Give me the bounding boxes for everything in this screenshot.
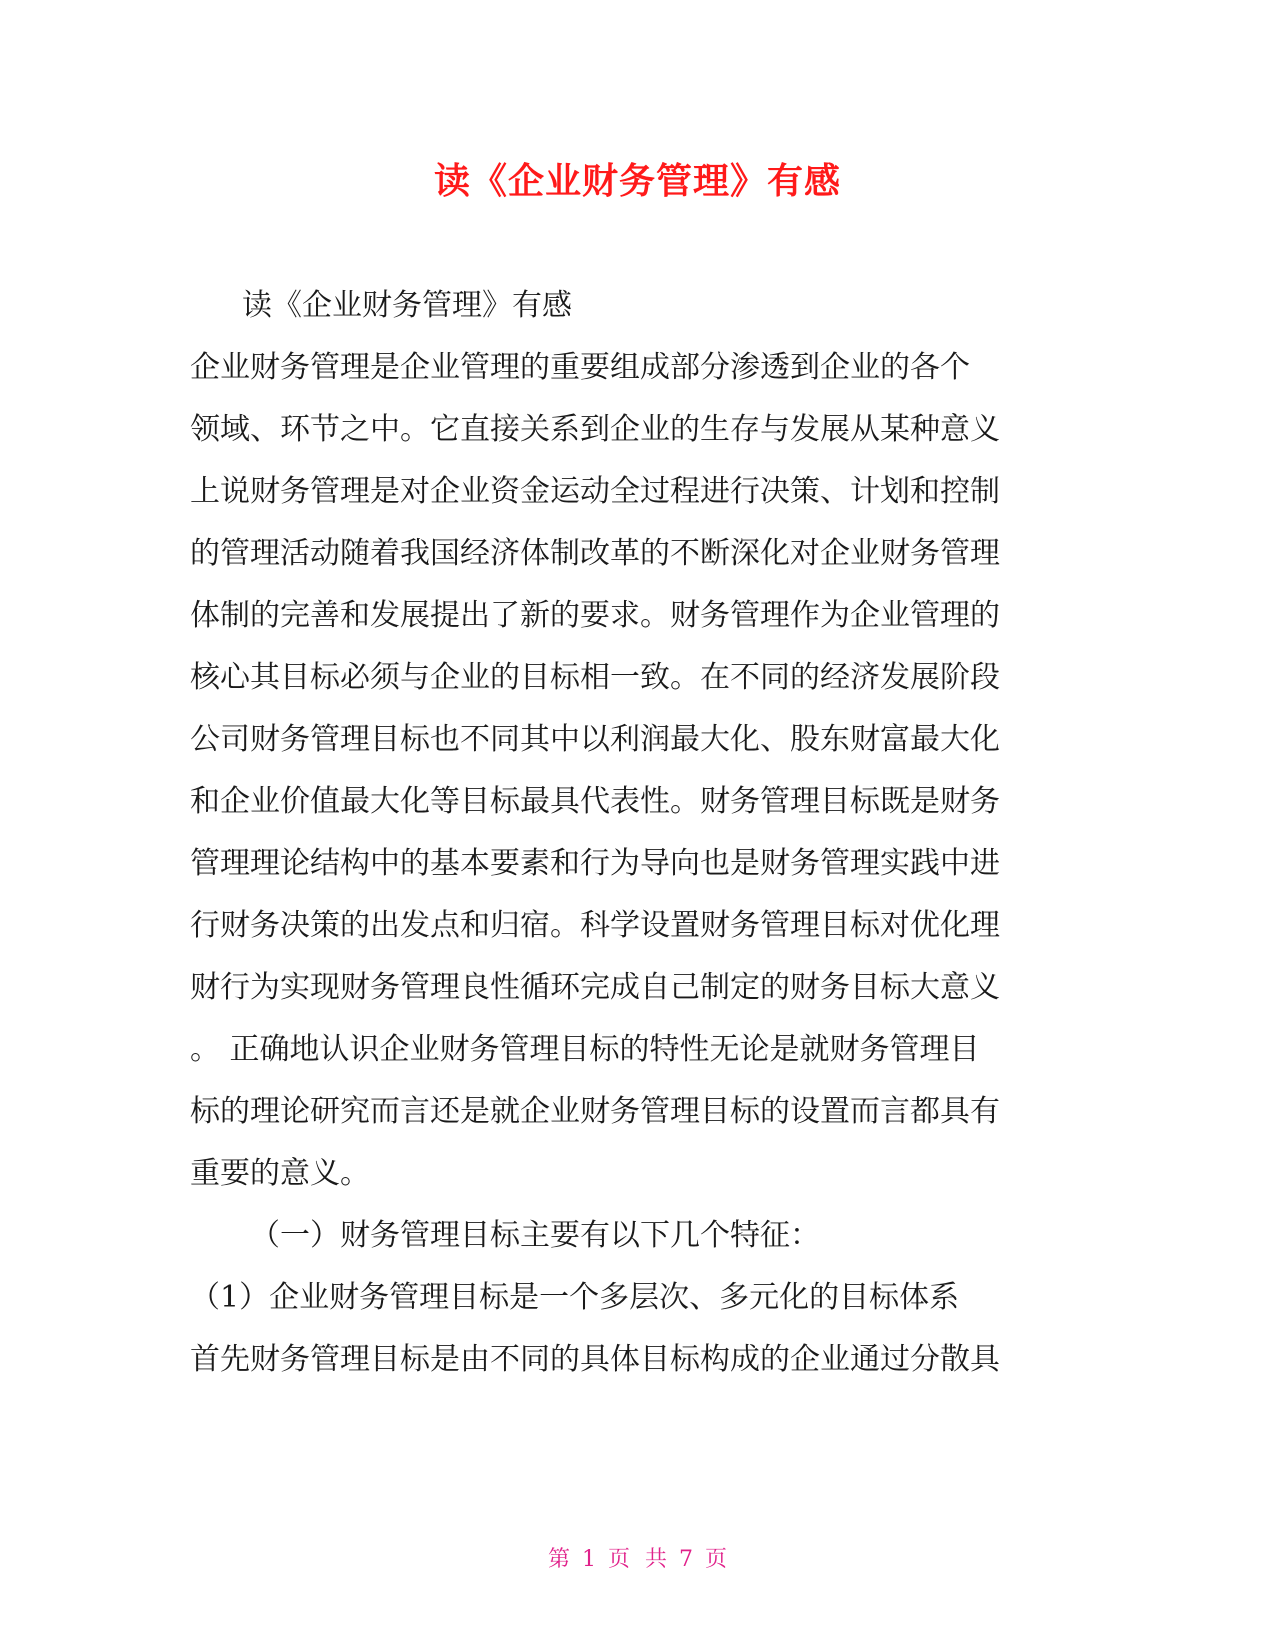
body-line: 管理理论结构中的基本要素和行为导向也是财务管理实践中进 [190, 846, 1000, 881]
body-line: 标的理论研究而言还是就企业财务管理目标的设置而言都具有 [190, 1094, 1000, 1129]
body-line: 重要的意义。 [190, 1156, 370, 1191]
body-line: 首先财务管理目标是由不同的具体目标构成的企业通过分散具 [190, 1342, 1000, 1377]
body-line: 核心其目标必须与企业的目标相一致。在不同的经济发展阶段 [190, 660, 1000, 695]
current-page-number: 1 [582, 1547, 596, 1572]
body-line: 的管理活动随着我国经济体制改革的不断深化对企业财务管理 [190, 536, 1000, 571]
body-line: 行财务决策的出发点和归宿。科学设置财务管理目标对优化理 [190, 908, 1000, 943]
footer-suffix: 页 [705, 1547, 728, 1572]
body-line: 企业财务管理是企业管理的重要组成部分渗透到企业的各个 [190, 350, 970, 385]
body-line: 公司财务管理目标也不同其中以利润最大化、股东财富最大化 [190, 722, 1000, 757]
footer-prefix: 第 [547, 1547, 570, 1572]
section-heading: （一）财务管理目标主要有以下几个特征： [250, 1218, 820, 1253]
body-line: 读《企业财务管理》有感 [242, 288, 572, 323]
body-line: 体制的完善和发展提出了新的要求。财务管理作为企业管理的 [190, 598, 1000, 633]
footer-mid: 页 共 [608, 1547, 667, 1572]
document-title: 读《企业财务管理》有感 [433, 161, 841, 202]
body-line: 领域、环节之中。它直接关系到企业的生存与发展从某种意义 [190, 412, 1000, 447]
subsection-heading: （1）企业财务管理目标是一个多层次、多元化的目标体系 [190, 1280, 960, 1315]
body-line: 和企业价值最大化等目标最具代表性。财务管理目标既是财务 [190, 784, 1000, 819]
body-line: 上说财务管理是对企业资金运动全过程进行决策、计划和控制 [190, 474, 1000, 509]
total-pages: 7 [679, 1547, 693, 1572]
body-line: 。 正确地认识企业财务管理目标的特性无论是就财务管理目 [190, 1032, 980, 1067]
body-line: 财行为实现财务管理良性循环完成自己制定的财务目标大意义 [190, 970, 1000, 1005]
page-number-footer [0, 1542, 1275, 1573]
